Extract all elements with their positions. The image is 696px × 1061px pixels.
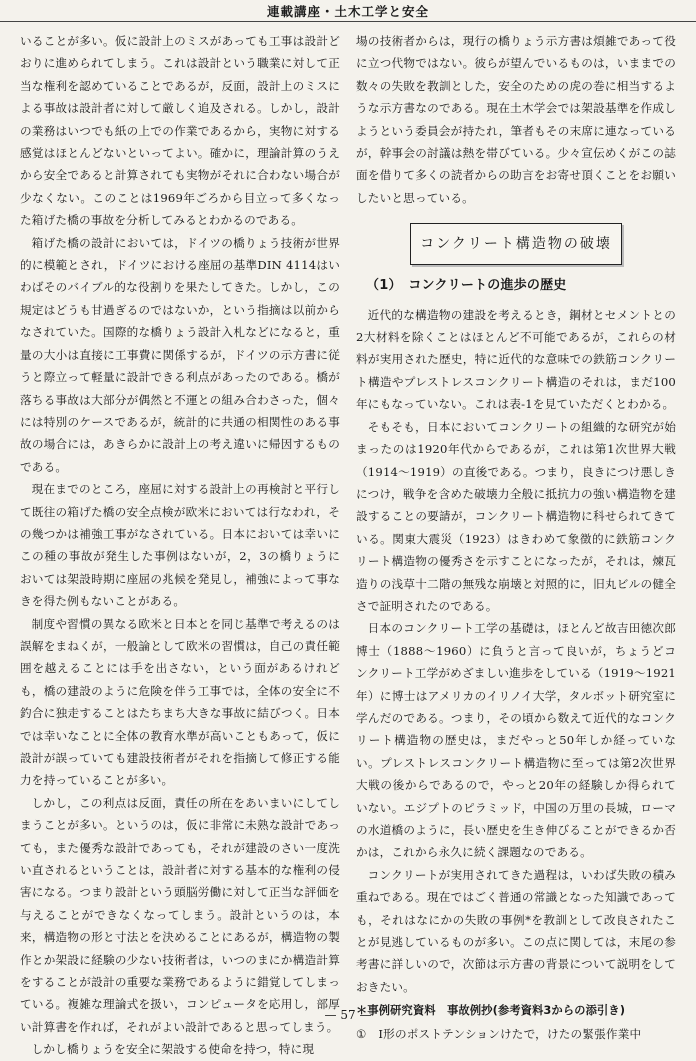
left-paragraph-3: 現在までのところ，座屈に対する設計上の再検討と平行して既往の箱げた橋の安全点検が欧米においては行なわれ，その幾つかは補強工事がなされている。日本においては幸いにこの種の事故が発生した事例はないが，2，3の橋りょうにおいては架設時期に座屈の兆候を発見し，補強によって事なきを得た例もないことがある。 [20, 482, 340, 609]
left-paragraph-6: しかし橋りょうを安全に架設する使命を持つ，特に現 [31, 1042, 315, 1057]
case-study-heading: ＊事例研究資料 事故例抄(参考資料3からの添引き) [356, 1004, 626, 1018]
section-title-box [410, 223, 622, 265]
left-paragraph-4: 制度や習慣の異なる欧米と日本とを同じ基準で考えるのは誤解をまねくが，一般論として欧米の習慣は，自己の責任範囲を越えることには手を出さない，という面があるけれども，橋の建設のように危険を伴う工事では，全体の安全に不釣合に独走することはたちまち大きな事故に結びつく。日本では幸いなことに全体の教育水準が高いこともあって，仮に設計が誤っていても建設技術者がそれを指摘して修正する能力を持っていることが多い。 [20, 616, 340, 788]
case-study-item: ① I形のポストテンションけたで，けたの緊張作業中 [356, 1026, 642, 1041]
subsection-title: （1） コンクリートの進歩の歴史 [366, 278, 567, 294]
running-header [0, 0, 696, 22]
right-paragraph-1: 近代的な構造物の建設を考えるとき，鋼材とセメントとの2大材料を除くことはほとんど不可能であるが，これらの材料が実用された歴史，特に近代的な意味での鉄筋コンクリート構造やプレストレスコンクリート構造のそれは，まだ100年にもなっていない。これは表-1を見ていただくとわかる。 [356, 307, 676, 412]
left-paragraph-1: いることが多い。仮に設計上のミスがあっても工事は設計どおりに進められてしまう。これは設計という職業に対して正当な権利を認めていることであるが，反面，設計上のミスによる事故は設計者に対して厳しく追及される。しかし，設計の業務はいつでも紙の上での作業であるから，実物に対する感覚はほとんどないといってよい。確かに，理論計算のうえから安全であると計算されても実物がそれに合わない場合が少なくない。このことは1969年ごろから目立って多くなった箱げた橋の事故を分析してみるとわかるのである。 [20, 34, 340, 228]
right-paragraph-4: コンクリートが実用されてきた過程は，いわば失敗の積み重ねである。現在ではごく普通の常識となった知識であっても，それはなにかの失敗の事例*を教訓として改良されたことが見逃しているものが多い。この点に関しては，末尾の参考書に詳しいので，次節は示方書の背景について説明をしておきたい。 [356, 867, 676, 994]
left-paragraph-5: しかし，この利点は反面，責任の所在をあいまいにしてしまうことが多い。というのは，仮に非常に未熟な設計であっても，また優秀な設計であっても，それが建設のさい一度洗い直されるということは，設計者に対する基本的な権利の侵害になる。つまり設計という頭脳労働に対して正当な評価を与えることができなくなってしまう。設計というのは，本来，構造物の形と寸法とを決めることにあるが，構造物の製作とか架設に経験の少ない技術者は，いつのまにか構造計算をすることが設計の重要な業務であるように錯覚してしまっている。複雑な理論式を扱い，コンピュータを応用し，部厚い計算書を作れば，それがよい設計であると思ってしまう。 [20, 795, 340, 1034]
right-paragraph-3: 日本のコンクリート工学の基礎は，ほとんど故吉田徳次郎博士（1888〜1960）に負うと言って良いが，ちょうどコンクリート工学がめざましい進歩をしている（1919〜1921年）に博士はアメリカのイリノイ大学，タルボット研究室に学んだのである。つまり，その頃から数えて近代的なコンクリート構造物の歴史は，まだやっと50年しか経っていない。プレストレスコンクリート構造物に至っては第2次世界大戦の後からであるので，やっと20年の経験しか得られていない。エジプトのピラミッド，中国の万里の長城，ローマの水道橋のように，長い歴史を生き伸びることができるか否かは，これから永久に続く課題なのである。 [356, 621, 676, 860]
right-column [356, 30, 676, 1045]
left-paragraph-2: 箱げた橋の設計においては，ドイツの橋りょう技術が世界的に模範とされ，ドイツにおける座屈の基準DIN 4114はいわばそのバイブル的な役割りを果たしてきた。しかし，この規定はどうも甘過ぎるのではないか，という指摘は以前からなされていた。国際的な橋りょう設計入札などになると，重量の大小は直接に工事費に関係するが，ドイツの示方書に従うと際立って軽量に設計できる利点があったのである。橋が落ちる事故は大部分が偶然と不運との組み合わさった，個々には特別のケースであるが，統計的に共通の相関性のある事故の場合には，あきらかに設計上の考え違いに帰因するものである。 [20, 235, 340, 474]
header-rule [0, 21, 696, 22]
right-paragraph-2: そもそも，日本においてコンクリートの組織的な研究が始まったのは1920年代からであるが，これは第1次世界大戦（1914〜1919）の直後である。つまり，良きにつけ悪しきにつけ，戦争を含めた破壊力全般に抵抗力の強い構造物を建設することの要請が，コンクリート構造物に科せられてきている。関東大震災（1923）はきわめて象徴的に鉄筋コンクリート構造物の優秀さを示すことになったが，それは，煉瓦造りの浅草十二階の無残な崩壊と対照的に，旧丸ビルの健全さで証明されたのである。 [356, 419, 676, 613]
left-column [20, 30, 340, 1061]
section-title: コンクリート構造物の破壊 [420, 236, 612, 253]
right-intro-paragraph: 場の技術者からは，現行の橋りょう示方書は煩雑であって役に立つ代物ではない。彼らが望んでいるものは，いままでの数々の失敗を教訓とした，安全のための虎の巻に相当するような示方書なのである。現在土木学会では架設基準を作成しようという委員会が持たれ，筆者もその末席に連なっているが，幹事会の討議は熱を帯びている。少々宣伝めくがこの誌面を借りて多くの読者からの助言をお寄せ頂くことをお願いしたいと思っている。 [356, 34, 676, 205]
page-number: — 57 — [324, 1008, 372, 1022]
running-header-title: 連載講座・土木工学と安全 [257, 0, 439, 22]
